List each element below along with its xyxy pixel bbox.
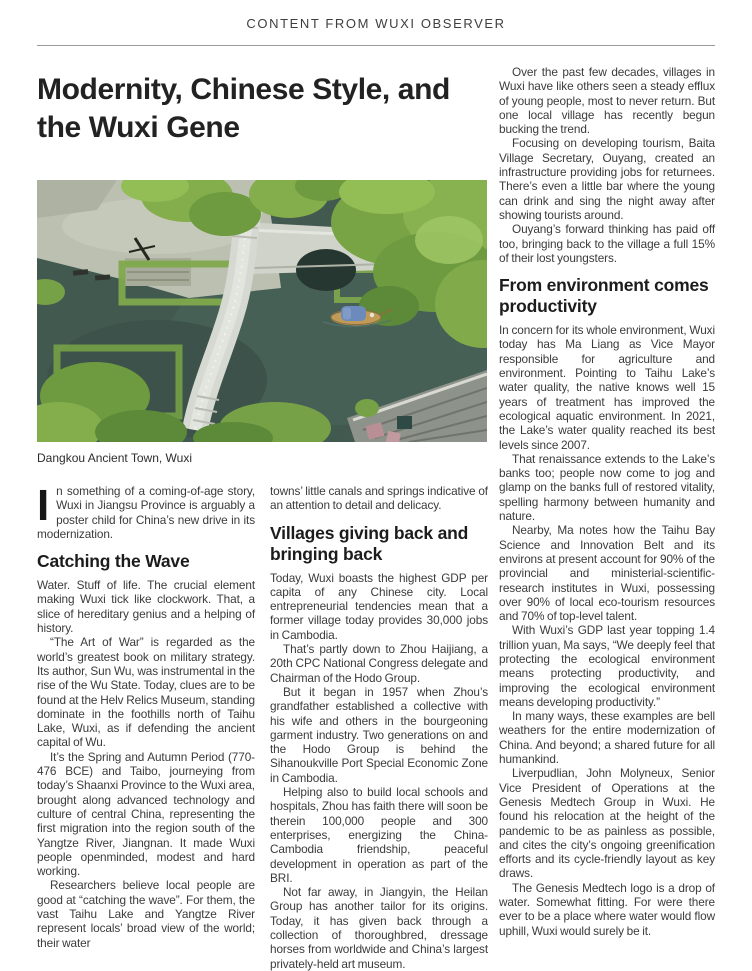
paragraph: Nearby, Ma notes how the Taihu Bay Science and Innovation Belt and its environs at present account for 90% of the provincial and ministerial-scientific-research institutes in Wuxi, possessing over 90% of local eco-tourism resources and 70% of top-level talent. — [499, 523, 715, 624]
paragraph: That renaissance extends to the Lake’s banks too; people now come to jog and glamp on the banks full of restored vitality, spelling harmony between humanity and nature. — [499, 451, 715, 524]
section-heading-catching-the-wave: Catching the Wave — [37, 551, 190, 572]
paragraph: “The Art of War” is regarded as the world’s greatest book on military strategy. Its author, Sun Wu, was instrumental in the rise of the Wu State. Today, clues are to be found at the Helv Relics Museum, standing dominate in the foothills north of Taihu Lake, Wuxi, as if defending the ancient capital of Wu. — [37, 635, 255, 750]
column-2 — [270, 484, 488, 971]
section-heading-from-environment: From environment comes productivity — [499, 275, 709, 317]
column-3 — [499, 46, 715, 971]
article-content — [37, 46, 715, 971]
paragraph: Focusing on developing tourism, Baita Village Secretary, Ouyang, created an infrastructure providing jobs for returnees. There’s even a little bar where the young can drink and sing the night away after showing tourists around. — [499, 136, 715, 222]
hero-photo — [37, 180, 487, 442]
paragraph: That’s partly down to Zhou Haijiang, a 20th CPC National Congress delegate and Chairman of the Hodo Group. — [270, 642, 488, 685]
paragraph: Not far away, in Jiangyin, the Heilan Group has another tailor for its origins. Today, it has given back through a collection of thoroughbred, dressage horses from worldwide and China’s largest privately-held art museum. — [270, 885, 488, 971]
paragraph: Ouyang’s forward thinking has paid off too, bringing back to the village a full 15% of their lost youngsters. — [499, 222, 715, 265]
photo-caption: Dangkou Ancient Town, Wuxi — [37, 451, 192, 465]
intro-text: n something of a coming-of-age story, Wuxi in Jiangsu Province is arguably a poster child for China’s new drive in its modernization. — [37, 484, 255, 541]
paragraph: Today, Wuxi boasts the highest GDP per capita of any Chinese city. Local entrepreneurial tendencies mean that a former village today provides 30,000 jobs in Cambodia. — [270, 570, 488, 642]
section-heading-villages-giving-back: Villages giving back and bringing back — [270, 522, 469, 564]
body-columns — [37, 481, 488, 971]
page-header — [37, 0, 715, 46]
column-1 — [37, 481, 255, 971]
paragraph: It’s the Spring and Autumn Period (770-476 BCE) and Taibo, journeying from today’s Shaanxi Province to the Wuxi area, brought along advanced technology and culture of central China, representing the first migration into the region south of the Yangtze River, Jiangnan. It made Wuxi people openminded, modest and hard working. — [37, 749, 255, 879]
paragraph: But it began in 1957 when Zhou’s grandfather established a collective with his wife and others in the bourgeoning garment industry. Two generations on and the Hodo Group is behind the Sihanoukville Port Special Economic Zone in Cambodia. — [270, 684, 488, 785]
paragraph: With Wuxi’s GDP last year topping 1.4 trillion yuan, Ma says, “We deeply feel that protecting the ecological environment means protecting productivity, and improving the ecological environment means developing productivity.” — [499, 623, 715, 709]
aerial-town-photo — [37, 180, 487, 442]
paragraph: Water. Stuff of life. The crucial element making Wuxi tick like clockwork. That, a slice of hereditary genius and a helping of history. — [37, 578, 255, 636]
paragraph: Over the past few decades, villages in Wuxi have like others seen a steady efflux of young people, most to never return. But one local village has recently begun bucking the trend. — [499, 65, 715, 137]
paragraph: Liverpudlian, John Molyneux, Senior Vice President of Operations at the Genesis Medtech Group in Wuxi. He found his relocation at the height of the pandemic to be as painless as possible, and cites the city’s ongoing greenification efforts and its cycle-friendly layout as key draws. — [499, 766, 715, 881]
paragraph: Helping also to build local schools and hospitals, Zhou has faith there will soon be therein 100,000 people and 300 enterprises, energizing the China-Cambodia friendship, peaceful development in operation as part of the BRI. — [270, 785, 488, 885]
left-zone — [37, 46, 488, 971]
article-title: Modernity, Chinese Style, and the Wuxi Gene — [37, 73, 450, 144]
paragraph: Researchers believe local people are good at “catching the wave”. For them, the vast Taihu Lake and Yangtze River represent locals’ broad view of the world; their water — [37, 878, 255, 950]
paragraph: The Genesis Medtech logo is a drop of water. Somewhat fitting. For were there ever to be a place where water would flow uphill, Wuxi would surely be it. — [499, 880, 715, 938]
intro-paragraph — [37, 481, 255, 541]
header-label: CONTENT FROM WUXI OBSERVER — [246, 16, 506, 31]
drop-cap: I — [37, 481, 50, 530]
continued-paragraph: towns’ little canals and springs indicative of an attention to detail and delicacy. — [270, 484, 488, 513]
paragraph: In many ways, these examples are bell weathers for the entire modernization of China. And beyond; a shared future for all humankind. — [499, 709, 715, 767]
paragraph: In concern for its whole environment, Wuxi today has Ma Liang as Vice Mayor responsible for agriculture and environment. Pointing to Taihu Lake’s water quality, the native knows well 15 years of treatment has improved the ecological aquatic environment. In 2021, the Lake’s water quality reached its best levels since 2007. — [499, 323, 715, 452]
